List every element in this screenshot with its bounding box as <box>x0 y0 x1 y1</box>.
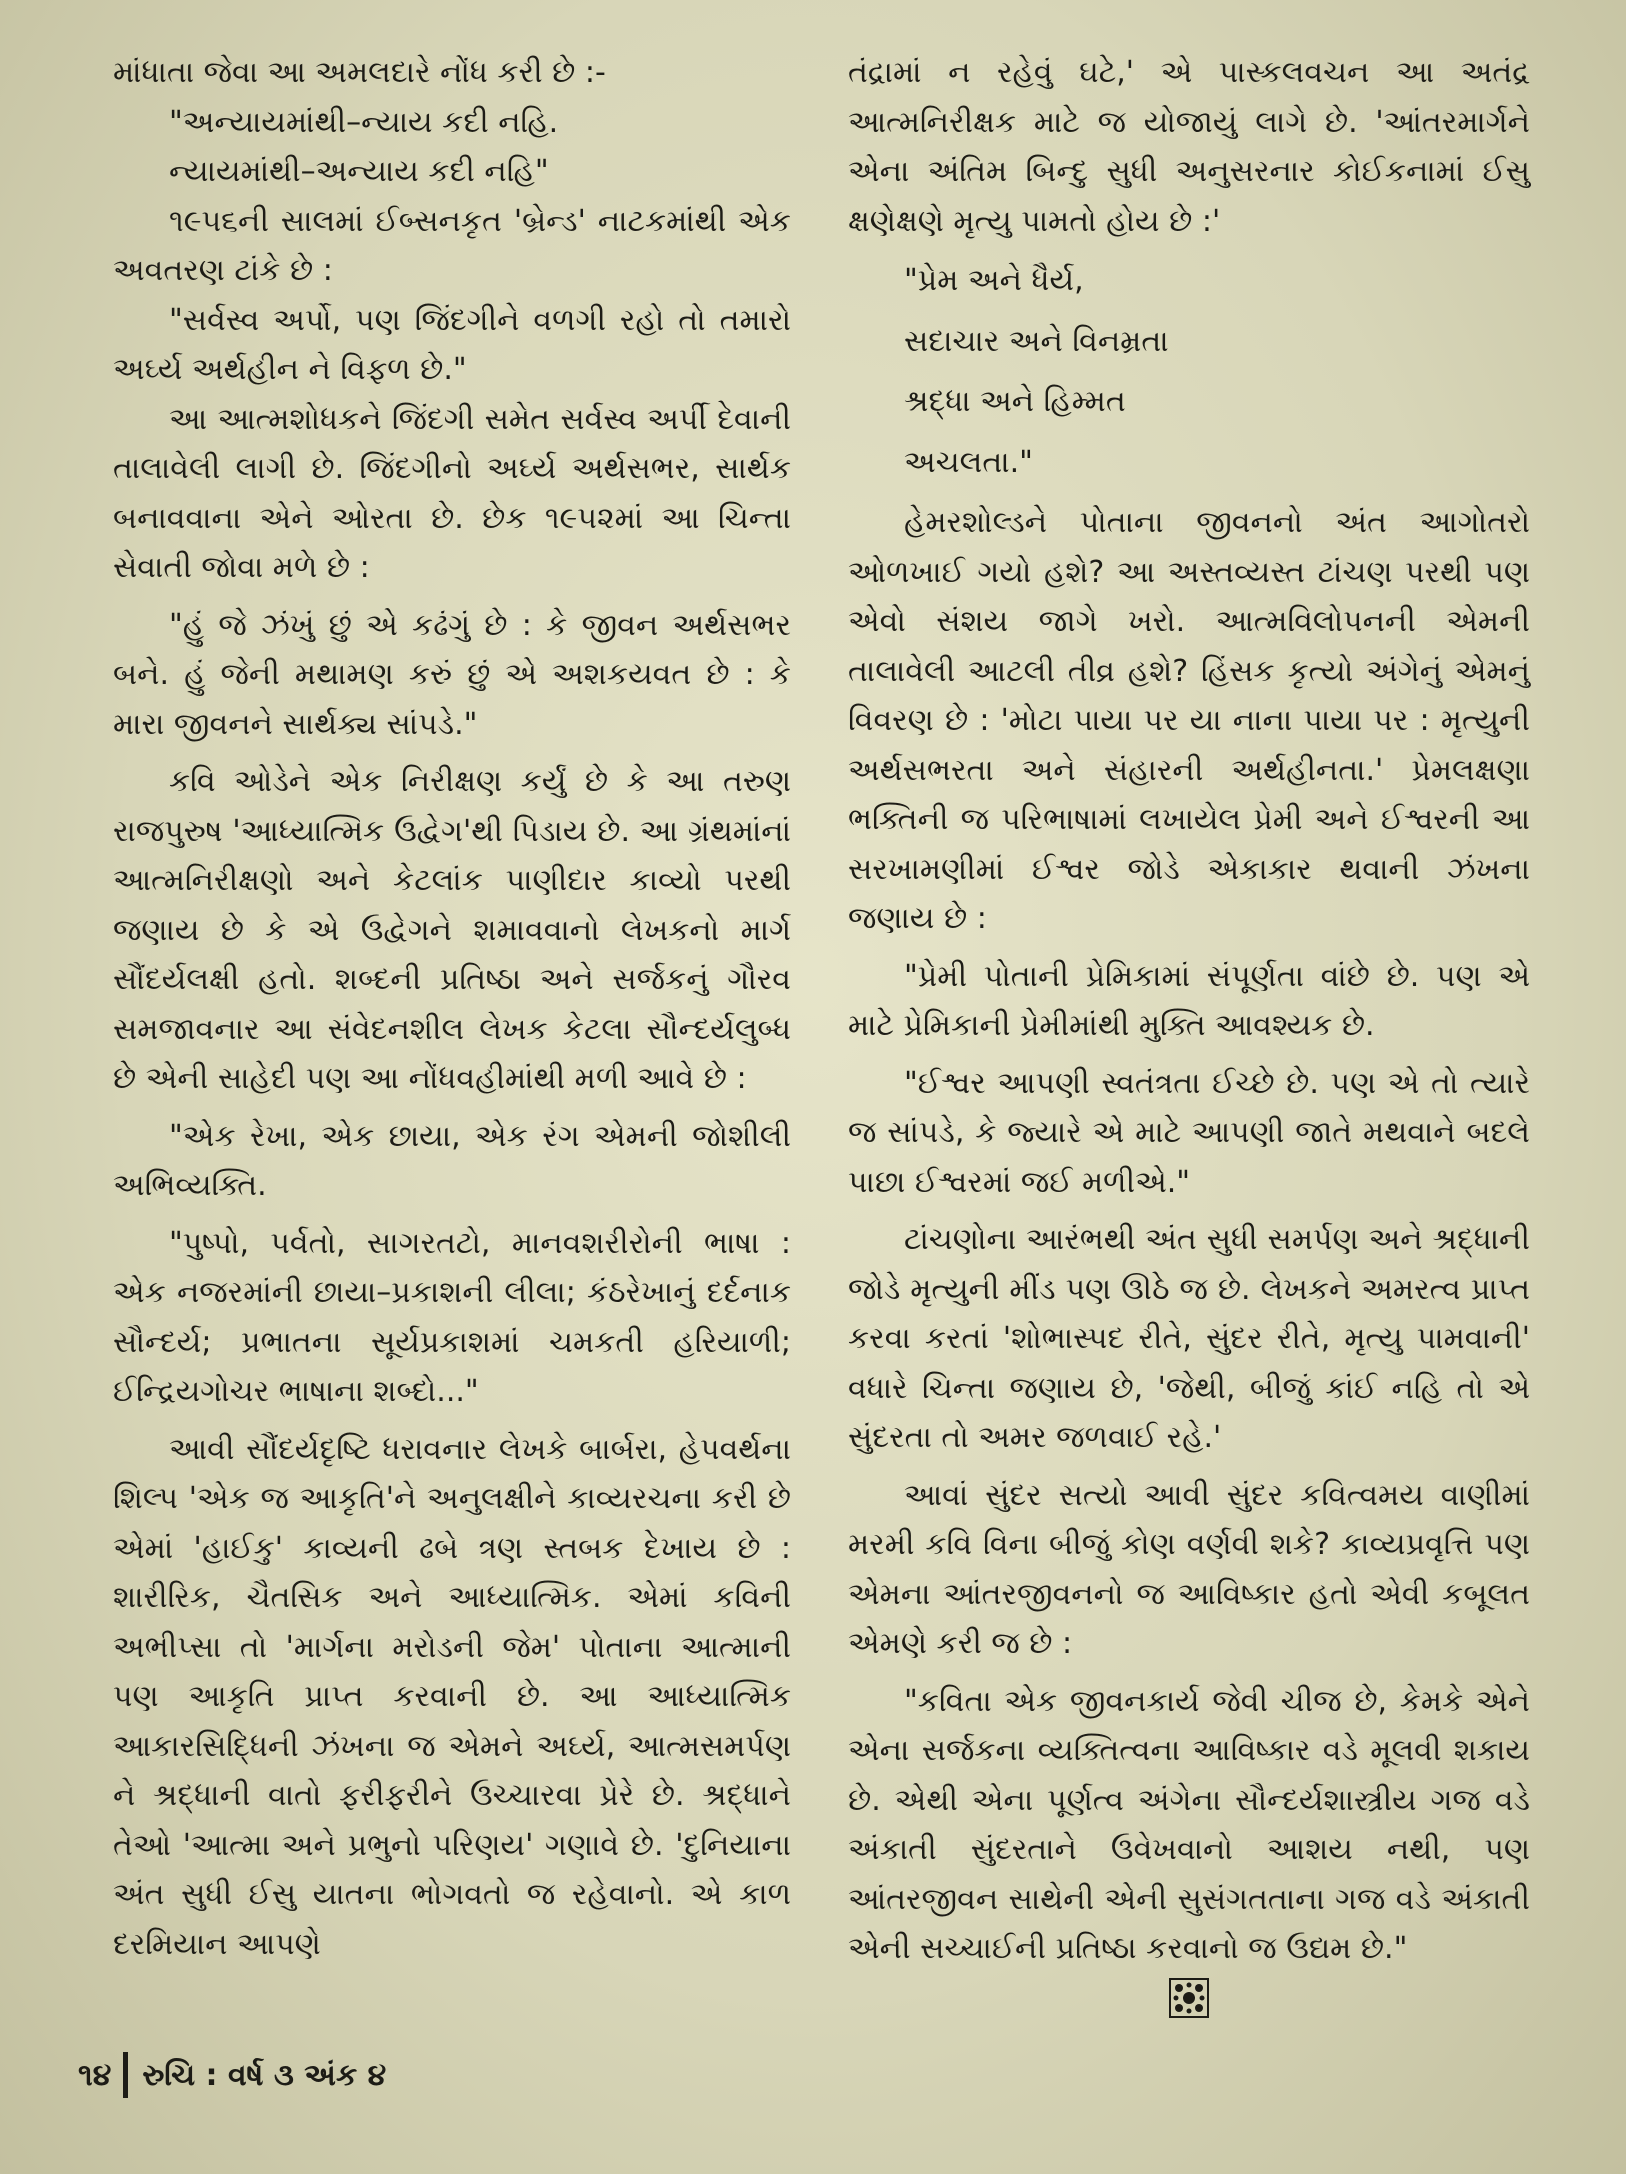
page-number: ૧૪ <box>78 2057 112 2093</box>
quote: "હું જે ઝંખું છું એ કઢંગું છે : કે જીવન અર્થસભર બને. હું જેની મથામણ કરું છું એ અશકયવત છે : કે મારા જીવનને સાર્થક્ય સાંપડે." <box>113 607 791 742</box>
footer <box>78 2052 386 2098</box>
quote-line: "અન્યાયમાંથી–ન્યાય કદી નહિ. <box>169 104 559 140</box>
paragraph: તંદ્રામાં ન રહેવું ઘટે,' એ પાસ્કલવચન આ અતંદ્ર આત્મનિરીક્ષક માટે જ યોજાયું લાગે છે. 'આંતરમાર્ગને એના અંતિમ બિન્દુ સુધી અનુસરનાર કોઈકનામાં ઈસુ ક્ષણેક્ષણે મૃત્યુ પામતો હોય છે :' <box>848 55 1530 239</box>
paragraph: ટાંચણોના આરંભથી અંત સુધી સમર્પણ અને શ્રદ્ધાની જોડે મૃત્યુની મીંડ પણ ઊઠે જ છે. લેખકને અમરત્વ પ્રાપ્ત કરવા કરતાં 'શોભાસ્પદ રીતે, સુંદર રીતે, મૃત્યુ પામવાની' વધારે ચિન્તા જણાય છે, 'જેથી, બીજું કાંઈ નહિ તો એ સુંદરતા તો અમર જળવાઈ રહે.' <box>848 1222 1530 1455</box>
left-column <box>113 48 791 1969</box>
journal-issue: રુચિ : વર્ષ ૩ અંક ૪ <box>142 2057 387 2093</box>
quote: "પ્રેમી પોતાની પ્રેમિકામાં સંપૂર્ણતા વાંછે છે. પણ એ માટે પ્રેમિકાની પ્રેમીમાંથી મુક્તિ આવશ્યક છે. <box>848 958 1530 1043</box>
ornament-icon <box>1169 1978 1209 2018</box>
quote: "ઈશ્વર આપણી સ્વતંત્રતા ઈચ્છે છે. પણ એ તો ત્યારે જ સાંપડે, કે જ્યારે એ માટે આપણી જાતે મથવાને બદલે પાછા ઈશ્વરમાં જઈ મળીએ." <box>848 1065 1530 1200</box>
quote-line: ન્યાયમાંથી–અન્યાય કદી નહિ" <box>169 154 549 189</box>
poem-line: શ્રદ્ધા અને હિમ્મત <box>904 384 1126 419</box>
poem-line: સદાચાર અને વિનમ્રતા <box>904 323 1169 359</box>
paragraph: આ આત્મશોધકને જિંદગી સમેત સર્વસ્વ અર્પી દેવાની તાલાવેલી લાગી છે. જિંદગીનો અર્ઘ્ય અર્થસભર, સાર્થક બનાવવાના એને ઓરતા છે. છેક ૧૯૫૨માં આ ચિન્તા સેવાતી જોવા મળે છે : <box>113 401 791 585</box>
quote: "પુષ્પો, પર્વતો, સાગરતટો, માનવશરીરોની ભાષા : એક નજરમાંની છાયા–પ્રકાશની લીલા; કંઠરેખાનું દર્દનાક સૌન્દર્ય; પ્રભાતના સૂર્યપ્રકાશમાં ચમકતી હરિયાળી; ઈન્દ્રિયગોચર ભાષાના શબ્દો..." <box>113 1225 791 1409</box>
paragraph: કવિ ઓડેને એક નિરીક્ષણ કર્યું છે કે આ તરુણ રાજપુરુષ 'આધ્યાત્મિક ઉદ્વેગ'થી પિડાય છે. આ ગ્રંથમાંનાં આત્મનિરીક્ષણો અને કેટલાંક પાણીદાર કાવ્યો પરથી જણાય છે કે એ ઉદ્વેગને શમાવવાનો લેખકનો માર્ગ સૌંદર્યલક્ષી હતો. શબ્દની પ્રતિષ્ઠા અને સર્જકનું ગૌરવ સમજાવનાર આ સંવેદનશીલ લેખક કેટલા સૌન્દર્યલુબ્ધ છે એની સાહેદી પણ આ નોંધવહીમાંથી મળી આવે છે : <box>113 764 791 1096</box>
paragraph: ૧૯૫૬ની સાલમાં ઈબ્સનકૃત 'બ્રેન્ડ' નાટકમાંથી એક અવતરણ ટાંકે છે : <box>113 203 791 288</box>
paragraph: હેમરશોલ્ડને પોતાના જીવનનો અંત આગોતરો ઓળખાઈ ગયો હશે? આ અસ્તવ્યસ્ત ટાંચણ પરથી પણ એવો સંશય જાગે ખરો. આત્મવિલોપનની એમની તાલાવેલી આટલી તીવ્ર હશે? હિંસક કૃત્યો અંગેનું એમનું વિવરણ છે : 'મોટા પાયા પર યા નાના પાયા પર : મૃત્યુની અર્થસભરતા અને સંહારની અર્થહીનતા.' પ્રેમલક્ષણા ભક્તિની જ પરિભાષામાં લખાયેલ પ્રેમી અને ઈશ્વરની આ સરખામણીમાં ઈશ્વર જોડે એકાકાર થવાની ઝંખના જણાય છે : <box>848 505 1530 936</box>
quote: "એક રેખા, એક છાયા, એક રંગ એમની જોશીલી અભિવ્યક્તિ. <box>113 1118 791 1203</box>
paragraph: આવી સૌંદર્યદૃષ્ટિ ધરાવનાર લેખકે બાર્બરા, હેપવર્થના શિલ્પ 'એક જ આકૃતિ'ને અનુલક્ષીને કાવ્યરચના કરી છે એમાં 'હાઈકુ' કાવ્યની ઢબે ત્રણ સ્તબક દેખાય છે : શારીરિક, ચૈતસિક અને આધ્યાત્મિક. એમાં કવિની અભીપ્સા તો 'માર્ગના મરોડની જેમ' પોતાના આત્માની પણ આકૃતિ પ્રાપ્ત કરવાની છે. આ આધ્યાત્મિક આકારસિદ્ધિની ઝંખના જ એમને અર્ઘ્ય, આત્મસમર્પણ ને શ્રદ્ધાની વાતો ફરીફરીને ઉચ્ચારવા પ્રેરે છે. શ્રદ્ધાને તેઓ 'આત્મા અને પ્રભુનો પરિણય' ગણાવે છે. 'દુનિયાના અંત સુધી ઈસુ યાતના ભોગવતો જ રહેવાનો. એ કાળ દરમિયાન આપણે <box>113 1431 791 1962</box>
poem-line: "પ્રેમ અને ધૈર્ય, <box>904 263 1084 298</box>
paragraph: આવાં સુંદર સત્યો આવી સુંદર કવિત્વમય વાણીમાં મરમી કવિ વિના બીજું કોણ વર્ણવી શકે? કાવ્યપ્રવૃત્તિ પણ એમના આંતરજીવનનો જ આવિષ્કાર હતો એવી કબૂલત એમણે કરી જ છે : <box>848 1477 1530 1661</box>
quote: "સર્વસ્વ અર્પો, પણ જિંદગીને વળગી રહો તો તમારો અર્ઘ્ય અર્થહીન ને વિફળ છે." <box>113 302 791 387</box>
paragraph: માંધાતા જેવા આ અમલદારે નોંધ કરી છે :- <box>113 55 606 90</box>
quote: "કવિતા એક જીવનકાર્ય જેવી ચીજ છે, કેમકે એને એના સર્જકના વ્યક્તિત્વના આવિષ્કાર વડે મૂલવી શકાય છે. એથી એના પૂર્ણત્વ અંગેના સૌન્દર્યશાસ્ત્રીય ગજ વડે અંકાતી સુંદરતાને ઉવેખવાનો આશય નથી, પણ આંતરજીવન સાથેની એની સુસંગતતાના ગજ વડે અંકાતી એની સચ્ચાઈની પ્રતિષ્ઠા કરવાનો જ ઉદ્યમ છે." <box>848 1683 1530 1966</box>
footer-divider <box>123 2052 128 2098</box>
right-column <box>848 48 1530 2018</box>
poem <box>904 256 1530 487</box>
poem-line: અચલતા." <box>904 444 1033 480</box>
